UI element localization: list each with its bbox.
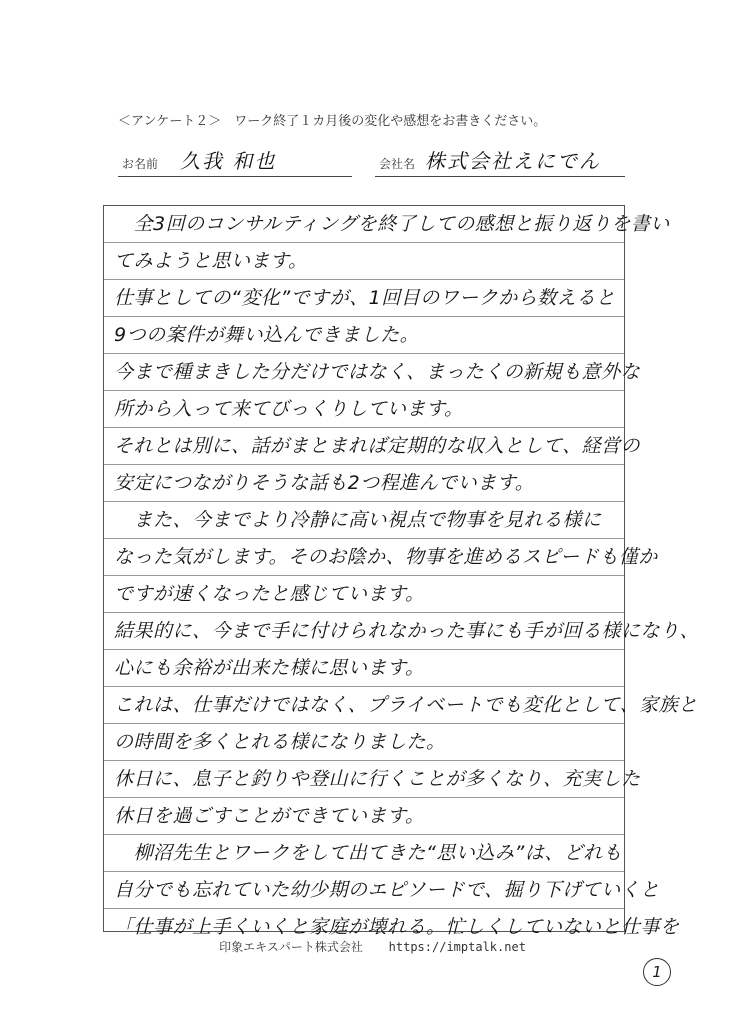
answer-lines [104, 206, 700, 946]
answer-line: また、今までより冷静に高い視点で物事を見れる様に [114, 509, 602, 531]
answer-box [103, 205, 700, 938]
answer-line: てみようと思います。 [114, 250, 308, 272]
answer-line: 「仕事が上手くいくと家庭が壊れる。忙しくしていないと仕事を [114, 916, 680, 938]
answer-line: 結果的に、今まで手に付けられなかった事にも手が回る様になり、 [114, 620, 700, 642]
answer-line: 全3回のコンサルティングを終了しての感想と振り返りを書い [114, 213, 670, 235]
answer-line: それとは別に、話がまとまれば定期的な収入として、経営の [114, 435, 641, 457]
answer-line: 柳沼先生とワークをして出てきた“思い込み”は、どれも [114, 842, 623, 864]
name-field [118, 142, 352, 177]
answer-line: 安定につながりそうな話も2つ程進んでいます。 [114, 472, 535, 494]
name-label: お名前 [122, 157, 159, 171]
answer-line: 9つの案件が舞い込んできました。 [114, 324, 420, 346]
answer-line: 自分でも忘れていた幼少期のエピソードで、掘り下げていくと [114, 879, 660, 901]
page-number: 1 [643, 958, 671, 986]
answer-line: の時間を多くとれる様になりました。 [114, 731, 446, 753]
footer [0, 938, 745, 955]
footer-url: https://imptalk.net [388, 940, 526, 954]
company-label: 会社名 [379, 157, 416, 171]
name-value: 久我 和也 [180, 149, 277, 173]
footer-company: 印象エキスパート株式会社 [219, 940, 363, 954]
answer-line: 心にも余裕が出来た様に思います。 [114, 657, 425, 679]
answer-line: 所から入って来てびっくりしています。 [114, 398, 464, 420]
answer-line: ですが速くなったと感じています。 [114, 583, 425, 605]
answer-line: これは、仕事だけではなく、プライベートでも変化として、家族と [114, 694, 698, 716]
company-field [375, 142, 625, 177]
answer-line: 休日に、息子と釣りや登山に行くことが多くなり、充実した [114, 768, 641, 790]
answer-line: 休日を過ごすことができています。 [114, 805, 425, 827]
answer-line: なった気がします。そのお陰か、物事を進めるスピードも僅か [114, 546, 658, 568]
company-value: 株式会社えにでん [425, 149, 601, 173]
answer-line: 仕事としての“変化”ですが、1回目のワークから数えると [114, 287, 616, 309]
answer-line: 今まで種まきした分だけではなく、まったくの新規も意外な [114, 361, 641, 383]
survey-header: ＜アンケート２＞ ワーク終了１カ月後の変化や感想をお書きください。 [118, 114, 547, 129]
